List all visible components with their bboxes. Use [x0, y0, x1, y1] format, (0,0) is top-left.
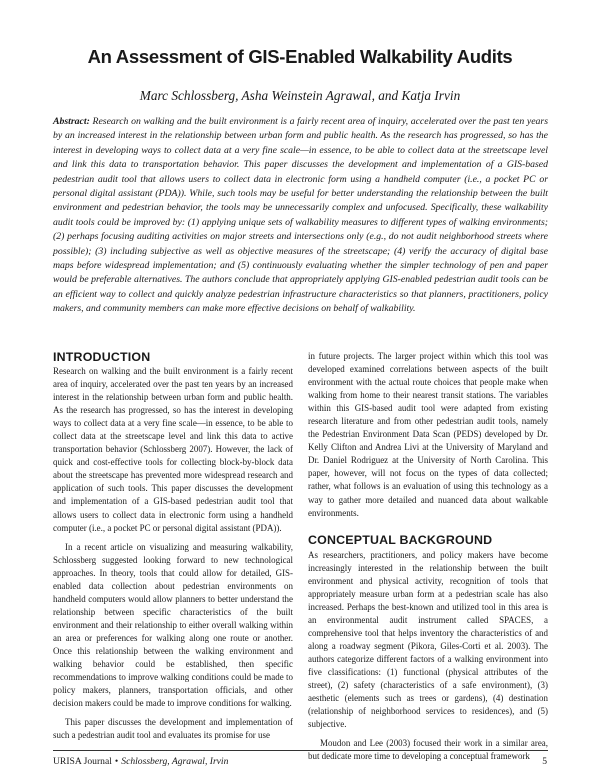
- intro-paragraph-continued: in future projects. The larger project within which this tool was developed examined correlations between aspects of the built environment with the actual route choices that people make when walking from home to their nearest transit stations. The variables within this GIS-based audit tool were adapted from existing research literature and from other pedestrian audit tools, namely the Pedestrian Environment Data Scan (PEDS) developed by Dr. Kelly Clifton and Andrea Livi at the University of Maryland and Dr. Daniel Rodriguez at the University of North Carolina. This paper, however, will not focus on the types of data collected; rather, what follows is an evaluation of using this technology as a way to gather more detailed and nuanced data about walkable environments.: [308, 351, 548, 518]
- footer-rule: [53, 750, 548, 751]
- intro-paragraph-3: This paper discusses the development and implementation of such a pedestrian audit tool and evaluates its promise for use: [53, 717, 293, 741]
- abstract-label: Abstract:: [53, 116, 90, 127]
- paper-authors: Marc Schlossberg, Asha Weinstein Agrawal, and Katja Irvin: [139, 88, 461, 103]
- abstract-text: Research on walking and the built environment is a fairly recent area of inquiry, accelerated over the past ten years by an increased interest in the relationship between urban form and public health. As the research has progressed, so has the interest in developing ways to collect data at a very fine scale—in essence, to be able to collect data at the streetscape level and link this data to transportation behavior. This paper discusses the development and implementation of a GIS-based pedestrian audit tool that allows users to collect data in electronic form using a handheld computer (i.e., a pocket PC or personal digital assistant (PDA)). While, such tools may be useful for better understanding the relationship between the built environment and pedestrian behavior, the tools may be unnecessarily complex and unfocused. Specifically, these walkability audit tools could be improved by: (1) applying unique sets of walkability measures to different types of walking environments; (2) perhaps focusing auditing activities on major streets and intersections only (e.g., do not audit neighborhood streets where possible); (3) including subjective as well as objective measures of the streetscape; (4) verify the accuracy of digital base maps before widespread implementation; and (5) continuously evaluating whether the simpler technology of pen and paper would be preferable alternatives. The authors conclude that appropriately applying GIS-enabled pedestrian audit tools can be an efficient way to collect and quickly analyze pedestrian infrastructure characteristics so that planners, practitioners, policy makers, and community members can make more effective decisions on behalf of walkability.: [53, 116, 549, 315]
- right-column: [308, 350, 548, 763]
- page-number: 5: [542, 756, 547, 767]
- introduction-heading: INTRODUCTION: [53, 350, 151, 364]
- footer-authors: Schlossberg, Agrawal, Irvin: [121, 756, 229, 767]
- concept-paragraph-1: As researchers, practitioners, and policy makers have become increasingly interested in the relationship between the built environment and physical activity, recognition of tools that appropriately measure urban form at a pedestrian scale has also increased. Perhaps the best-known and utilized tool in this area is an environmental audit instrument called SPACES, a comprehensive tool that helps inventory the characteristics of and along a roadway segment (Pikora, Giles-Corti et al. 2003). The authors categorize different factors of a walking environment into five classifications: (1) functional (physical attributes of the street), (2) safety (characteristics of a safe environment), (3) aesthetic (elements such as trees or gardens), (4) destination (relationship of neighborhood services to residences), and (5) subjective.: [308, 549, 548, 730]
- conceptual-background-heading: CONCEPTUAL BACKGROUND: [308, 532, 493, 547]
- running-footer: [53, 756, 228, 767]
- footer-separator: •: [114, 756, 119, 767]
- intro-paragraph-1: Research on walking and the built environment is a fairly recent area of inquiry, accelerated over the past ten years by an increased interest in the relationship between urban form and public health. As the research has progressed, so has the interest in developing ways to collect data at a very fine scale—in essence, to be able to collect data at the streetscape level and link this data to active transportation behavior (Schlossberg 2007). However, the lack of quick and cost-effective tools for collecting block-by-block data about the streetscape has prevented more widespread research and application of such tools. This paper discusses the development and implementation of a GIS-based pedestrian audit tool that allows users to collect data in electronic form using a handheld computer (i.e., a pocket PC or personal digital assistant (PDA)).: [53, 366, 293, 533]
- intro-paragraph-2: In a recent article on visualizing and measuring walkability, Schlossberg suggested looking forward to new technological approaches. In theory, tools that could allow for detailed, GIS-enabled data collection about pedestrian environments on handheld computers would allow planners to better understand the relationship between specific characteristics of the built environment and their relationship to either overall walking within an area or preferences for walking along one route or another. Once this relationship between the walking environment and walking behavior could be established, then specific recommendations to improve walking conditions could be made to policy makers, planners, transportation officials, and other decision makers could be made to improve conditions for walking.: [53, 541, 293, 709]
- footer-journal: URISA Journal: [53, 756, 112, 767]
- concept-paragraph-2: Moudon and Lee (2003) focused their work in a similar area, but dedicate more time to developing a conceptual framework: [308, 738, 548, 762]
- abstract: [53, 115, 548, 317]
- left-column: [53, 350, 293, 742]
- paper-title: An Assessment of GIS-Enabled Walkability Audits: [87, 46, 513, 67]
